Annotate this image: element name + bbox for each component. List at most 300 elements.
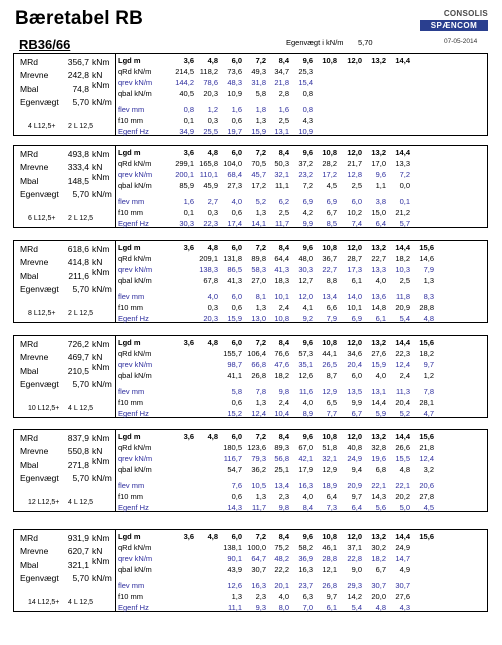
- logo-consolis: CONSOLIS: [443, 9, 488, 18]
- row-label: f10 mm: [118, 592, 144, 601]
- table-cell: 9,6: [302, 432, 313, 441]
- table-cell: 22,2: [274, 565, 289, 574]
- table-cell: 20,1: [274, 581, 289, 590]
- table-cell: 15,9: [227, 314, 242, 323]
- table-cell: 3,6: [183, 243, 194, 252]
- table-cell: 10,8: [322, 148, 337, 157]
- table-cell: 12,7: [298, 276, 313, 285]
- table-cell: 116,7: [223, 454, 242, 463]
- table-cell: 34,9: [179, 127, 194, 136]
- table-cell: 9,0: [351, 565, 362, 574]
- table-cell: 11,8: [395, 292, 410, 301]
- value-mrd: 837,9: [67, 433, 89, 443]
- table-cell: 4,8: [207, 148, 218, 157]
- table-cell: 1,3: [231, 592, 242, 601]
- table-cell: 7,6: [231, 481, 242, 490]
- label-egen: Egenvægt: [20, 284, 59, 294]
- table-cell: 10,8: [274, 314, 289, 323]
- value-mrd: 356,7: [67, 57, 89, 67]
- divider: [115, 146, 116, 227]
- value-mrd: 618,6: [67, 244, 89, 254]
- table-cell: 35,1: [298, 360, 313, 369]
- table-cell: 14,1: [251, 219, 266, 228]
- table-cell: 1,6: [231, 105, 242, 114]
- table-cell: 299,1: [175, 159, 194, 168]
- table-cell: 110,1: [199, 170, 218, 179]
- table-cell: 45,7: [251, 170, 266, 179]
- table-cell: 155,7: [223, 349, 242, 358]
- table-cell: 2,5: [351, 181, 362, 190]
- row-label: Egenf Hz: [118, 503, 149, 512]
- table-cell: 40,8: [347, 443, 362, 452]
- table-cell: 1,2: [423, 371, 434, 380]
- table-cell: 43,9: [227, 565, 242, 574]
- table-cell: 4,8: [207, 243, 218, 252]
- table-cell: 2,4: [278, 303, 289, 312]
- table-cell: 118,2: [199, 67, 218, 76]
- table-cell: 4,0: [302, 398, 313, 407]
- unit-mbal: kNm: [92, 556, 110, 566]
- table-cell: 12,4: [251, 409, 266, 418]
- table-cell: 138,1: [223, 543, 242, 552]
- table-cell: 104,0: [223, 159, 242, 168]
- table-cell: 13,2: [371, 338, 386, 347]
- label-egen: Egenvægt: [20, 379, 59, 389]
- divider: [115, 530, 116, 611]
- unit-mrd: kNm: [92, 244, 110, 254]
- document-date: 07-05-2014: [444, 38, 478, 45]
- table-cell: 21,2: [395, 208, 410, 217]
- value-mrevne: 333,4: [67, 162, 89, 172]
- row-label: f10 mm: [118, 492, 144, 501]
- table-cell: 0,6: [231, 398, 242, 407]
- table-cell: 64,4: [274, 254, 289, 263]
- table-cell: 7,2: [399, 170, 410, 179]
- row-label: f10 mm: [118, 116, 144, 125]
- table-cell: 6,4: [351, 503, 362, 512]
- table-cell: 4,9: [399, 565, 410, 574]
- table-cell: 25,1: [274, 465, 289, 474]
- table-cell: 6,0: [231, 56, 242, 65]
- label-mbal: Mbal: [20, 176, 39, 186]
- table-cell: 56,8: [274, 454, 289, 463]
- row-label: Lgd m: [118, 338, 141, 347]
- label-mrevne: Mrevne: [20, 257, 49, 267]
- table-cell: 28,2: [322, 159, 337, 168]
- table-cell: 2,5: [399, 276, 410, 285]
- table-cell: 13,3: [395, 159, 410, 168]
- table-cell: 5,8: [231, 387, 242, 396]
- table-cell: 3,2: [423, 465, 434, 474]
- table-cell: 0,6: [231, 208, 242, 217]
- table-cell: 100,0: [247, 543, 266, 552]
- reinforcement-b: 4 L 12,5: [68, 599, 94, 606]
- table-cell: 10,1: [347, 303, 362, 312]
- table-cell: 6,4: [375, 219, 386, 228]
- table-cell: 36,2: [251, 465, 266, 474]
- value-egen: 5,70: [72, 573, 89, 583]
- table-cell: 14,8: [371, 303, 386, 312]
- value-mrd: 493,8: [67, 149, 89, 159]
- row-label: qrev kN/m: [118, 265, 153, 274]
- row-label: flev mm: [118, 292, 145, 301]
- table-cell: 8,9: [302, 409, 313, 418]
- label-mbal: Mbal: [20, 460, 39, 470]
- table-cell: 3,6: [183, 532, 194, 541]
- value-mrevne: 469,7: [67, 352, 89, 362]
- table-cell: 27,0: [251, 276, 266, 285]
- table-cell: 10,8: [322, 243, 337, 252]
- table-cell: 17,2: [322, 170, 337, 179]
- table-cell: 26,8: [322, 581, 337, 590]
- label-mbal: Mbal: [20, 560, 39, 570]
- table-cell: 48,0: [298, 254, 313, 263]
- table-cell: 76,6: [274, 349, 289, 358]
- row-label: Lgd m: [118, 432, 141, 441]
- value-mbal: 321,1: [67, 560, 89, 570]
- label-mrd: MRd: [20, 433, 38, 443]
- table-cell: 3,6: [183, 56, 194, 65]
- table-cell: 0,1: [183, 116, 194, 125]
- table-cell: 1,3: [255, 303, 266, 312]
- unit-mrevne: kN: [92, 70, 103, 80]
- table-cell: 4,0: [302, 492, 313, 501]
- table-cell: 10,4: [274, 409, 289, 418]
- table-cell: 131,8: [223, 254, 242, 263]
- table-cell: 15,6: [419, 432, 434, 441]
- table-cell: 14,0: [347, 292, 362, 301]
- unit-mrevne: kN: [92, 257, 103, 267]
- unit-egen: kN/m: [92, 473, 112, 483]
- unit-egen: kN/m: [92, 189, 112, 199]
- table-cell: 27,3: [227, 181, 242, 190]
- table-cell: 34,7: [274, 67, 289, 76]
- label-mrevne: Mrevne: [20, 70, 49, 80]
- table-cell: 9,6: [302, 338, 313, 347]
- table-cell: 20,0: [371, 592, 386, 601]
- table-cell: 12,6: [227, 581, 242, 590]
- table-cell: 13,0: [251, 314, 266, 323]
- table-cell: 4,8: [207, 532, 218, 541]
- unit-mrd: kNm: [92, 433, 110, 443]
- table-cell: 12,4: [419, 454, 434, 463]
- table-cell: 48,3: [227, 78, 242, 87]
- row-label: Egenf Hz: [118, 603, 149, 612]
- table-cell: 12,0: [347, 148, 362, 157]
- table-cell: 70,5: [251, 159, 266, 168]
- table-cell: 2,4: [399, 371, 410, 380]
- table-cell: 6,7: [351, 409, 362, 418]
- table-cell: 9,8: [278, 387, 289, 396]
- table-cell: 123,6: [247, 443, 266, 452]
- label-mrd: MRd: [20, 533, 38, 543]
- table-cell: 78,6: [203, 78, 218, 87]
- table-cell: 16,3: [298, 481, 313, 490]
- divider: [115, 241, 116, 322]
- label-mbal: Mbal: [20, 271, 39, 281]
- table-cell: 7,8: [423, 387, 434, 396]
- row-label: qbal kN/m: [118, 89, 152, 98]
- table-cell: 11,6: [298, 387, 313, 396]
- table-cell: 26,8: [251, 371, 266, 380]
- table-cell: 40,5: [179, 89, 194, 98]
- table-cell: 13,2: [371, 243, 386, 252]
- row-label: qRd kN/m: [118, 349, 152, 358]
- table-cell: 24,9: [395, 543, 410, 552]
- row-label: qRd kN/m: [118, 159, 152, 168]
- table-cell: 8,4: [278, 338, 289, 347]
- table-cell: 4,8: [423, 314, 434, 323]
- table-cell: 66,8: [251, 360, 266, 369]
- unit-mrd: kNm: [92, 149, 110, 159]
- label-mbal: Mbal: [20, 84, 39, 94]
- reinforcement-a: 4 L12,5+: [28, 123, 56, 130]
- table-cell: 20,6: [419, 481, 434, 490]
- table-cell: 0,1: [183, 208, 194, 217]
- table-cell: 9,4: [351, 465, 362, 474]
- table-cell: 0,3: [207, 208, 218, 217]
- reinforcement-b: 2 L 12,5: [68, 310, 94, 317]
- table-cell: 10,8: [322, 338, 337, 347]
- reinforcement-a: 8 L12,5+: [28, 310, 56, 317]
- table-cell: 12,0: [298, 292, 313, 301]
- table-cell: 12,8: [347, 170, 362, 179]
- table-cell: 3,6: [183, 338, 194, 347]
- table-cell: 6,1: [326, 603, 337, 612]
- table-cell: 5,2: [399, 409, 410, 418]
- table-cell: 15,9: [371, 360, 386, 369]
- table-cell: 89,8: [251, 254, 266, 263]
- divider: [115, 54, 116, 135]
- table-cell: 14,4: [395, 243, 410, 252]
- table-cell: 20,9: [347, 481, 362, 490]
- table-cell: 4,0: [375, 371, 386, 380]
- table-cell: 9,8: [278, 503, 289, 512]
- table-cell: 20,9: [395, 303, 410, 312]
- table-cell: 11,7: [251, 503, 266, 512]
- table-cell: 4,0: [207, 292, 218, 301]
- unit-egen: kN/m: [92, 284, 112, 294]
- table-cell: 14,2: [347, 592, 362, 601]
- table-cell: 13,2: [371, 432, 386, 441]
- table-cell: 0,8: [183, 105, 194, 114]
- table-cell: 7,2: [255, 243, 266, 252]
- table-cell: 12,0: [347, 432, 362, 441]
- table-cell: 4,2: [302, 208, 313, 217]
- table-cell: 4,8: [399, 465, 410, 474]
- value-egen: 5,70: [72, 379, 89, 389]
- table-cell: 10,5: [251, 481, 266, 490]
- table-cell: 15,6: [419, 243, 434, 252]
- table-cell: 14,4: [395, 148, 410, 157]
- table-cell: 26,5: [322, 360, 337, 369]
- egenvaegt-value: 5,70: [358, 38, 373, 47]
- table-cell: 9,6: [375, 170, 386, 179]
- table-cell: 4,8: [207, 56, 218, 65]
- table-cell: 4,1: [302, 303, 313, 312]
- row-label: qbal kN/m: [118, 565, 152, 574]
- table-cell: 0,8: [302, 89, 313, 98]
- table-cell: 6,0: [231, 432, 242, 441]
- unit-mrevne: kN: [92, 162, 103, 172]
- table-cell: 8,8: [326, 276, 337, 285]
- table-cell: 4,0: [231, 197, 242, 206]
- table-cell: 8,4: [302, 503, 313, 512]
- table-cell: 7,7: [326, 409, 337, 418]
- unit-mrd: kNm: [92, 533, 110, 543]
- table-cell: 30,7: [395, 581, 410, 590]
- table-cell: 13,3: [371, 265, 386, 274]
- table-cell: 5,8: [255, 89, 266, 98]
- label-mrevne: Mrevne: [20, 546, 49, 556]
- table-cell: 27,6: [395, 592, 410, 601]
- table-cell: 30,7: [251, 565, 266, 574]
- table-cell: 54,7: [227, 465, 242, 474]
- table-cell: 4,8: [207, 432, 218, 441]
- value-egen: 5,70: [72, 97, 89, 107]
- table-cell: 4,3: [399, 603, 410, 612]
- table-cell: 7,2: [255, 532, 266, 541]
- page-subtitle: RB36/66: [19, 37, 71, 52]
- label-mrevne: Mrevne: [20, 352, 49, 362]
- table-cell: 18,9: [322, 481, 337, 490]
- table-cell: 6,9: [302, 197, 313, 206]
- table-cell: 73,6: [227, 67, 242, 76]
- reinforcement-b: 4 L 12,5: [68, 499, 94, 506]
- table-cell: 26,6: [395, 443, 410, 452]
- table-cell: 27,6: [371, 349, 386, 358]
- table-cell: 11,1: [227, 603, 242, 612]
- table-cell: 5,9: [375, 409, 386, 418]
- table-cell: 10,8: [322, 56, 337, 65]
- value-egen: 5,70: [72, 284, 89, 294]
- value-mrevne: 414,8: [67, 257, 89, 267]
- table-cell: 0,1: [399, 197, 410, 206]
- label-mrevne: Mrevne: [20, 446, 49, 456]
- table-cell: 24,9: [347, 454, 362, 463]
- table-cell: 200,1: [175, 170, 194, 179]
- table-cell: 4,0: [278, 592, 289, 601]
- row-label: f10 mm: [118, 398, 144, 407]
- row-label: Lgd m: [118, 56, 141, 65]
- table-cell: 0,6: [231, 116, 242, 125]
- row-label: flev mm: [118, 481, 145, 490]
- table-cell: 98,7: [227, 360, 242, 369]
- table-cell: 41,3: [227, 276, 242, 285]
- table-cell: 6,0: [231, 243, 242, 252]
- table-cell: 6,3: [302, 592, 313, 601]
- table-cell: 12,9: [322, 465, 337, 474]
- table-cell: 9,7: [423, 360, 434, 369]
- value-mbal: 210,5: [67, 366, 89, 376]
- table-cell: 30,3: [179, 219, 194, 228]
- table-cell: 8,5: [326, 219, 337, 228]
- table-cell: 67,8: [203, 276, 218, 285]
- table-cell: 7,2: [302, 181, 313, 190]
- table-cell: 67,0: [298, 443, 313, 452]
- table-cell: 8,4: [278, 56, 289, 65]
- table-cell: 5,4: [399, 314, 410, 323]
- table-cell: 13,6: [371, 292, 386, 301]
- label-egen: Egenvægt: [20, 473, 59, 483]
- row-label: Lgd m: [118, 243, 141, 252]
- row-label: Egenf Hz: [118, 219, 149, 228]
- table-cell: 209,1: [199, 254, 218, 263]
- value-mbal: 271,8: [67, 460, 89, 470]
- table-cell: 20,3: [203, 89, 218, 98]
- row-label: flev mm: [118, 581, 145, 590]
- table-cell: 7,9: [423, 265, 434, 274]
- table-cell: 17,2: [251, 181, 266, 190]
- table-cell: 22,3: [395, 349, 410, 358]
- table-cell: 10,9: [227, 89, 242, 98]
- table-cell: 3,6: [183, 432, 194, 441]
- row-label: qbal kN/m: [118, 276, 152, 285]
- table-cell: 42,1: [298, 454, 313, 463]
- table-cell: 7,2: [255, 56, 266, 65]
- table-cell: 16,3: [298, 565, 313, 574]
- table-cell: 14,4: [395, 56, 410, 65]
- table-cell: 1,2: [207, 105, 218, 114]
- table-cell: 17,4: [227, 219, 242, 228]
- table-cell: 9,6: [302, 56, 313, 65]
- table-cell: 15,6: [419, 338, 434, 347]
- table-cell: 6,1: [351, 276, 362, 285]
- table-cell: 6,0: [231, 532, 242, 541]
- row-label: qRd kN/m: [118, 443, 152, 452]
- table-cell: 14,4: [395, 338, 410, 347]
- table-cell: 6,8: [375, 465, 386, 474]
- table-cell: 10,8: [322, 432, 337, 441]
- table-cell: 13,2: [371, 56, 386, 65]
- table-cell: 2,4: [278, 398, 289, 407]
- table-cell: 17,9: [298, 465, 313, 474]
- unit-mbal: kNm: [92, 172, 110, 182]
- table-cell: 6,5: [326, 398, 337, 407]
- table-cell: 85,9: [179, 181, 194, 190]
- table-cell: 30,7: [371, 581, 386, 590]
- table-cell: 12,0: [347, 338, 362, 347]
- table-cell: 31,8: [251, 78, 266, 87]
- table-cell: 57,3: [298, 349, 313, 358]
- table-cell: 7,8: [255, 387, 266, 396]
- table-cell: 22,8: [347, 554, 362, 563]
- table-cell: 21,7: [347, 159, 362, 168]
- table-cell: 86,5: [227, 265, 242, 274]
- table-cell: 6,7: [326, 208, 337, 217]
- table-cell: 28,8: [419, 303, 434, 312]
- beam-panel: [13, 240, 488, 323]
- table-cell: 7,9: [326, 314, 337, 323]
- table-cell: 10,2: [347, 208, 362, 217]
- table-cell: 75,2: [274, 543, 289, 552]
- table-cell: 14,4: [395, 432, 410, 441]
- table-cell: 13,1: [371, 387, 386, 396]
- table-cell: 5,4: [351, 603, 362, 612]
- table-cell: 48,2: [274, 554, 289, 563]
- table-cell: 21,8: [419, 443, 434, 452]
- unit-mbal: kNm: [92, 456, 110, 466]
- table-cell: 2,3: [278, 492, 289, 501]
- table-cell: 12,0: [347, 243, 362, 252]
- table-cell: 14,3: [371, 492, 386, 501]
- table-cell: 89,3: [274, 443, 289, 452]
- table-cell: 18,2: [395, 254, 410, 263]
- table-cell: 2,3: [255, 592, 266, 601]
- value-mrd: 931,9: [67, 533, 89, 543]
- table-cell: 20,3: [203, 314, 218, 323]
- table-cell: 165,8: [199, 159, 218, 168]
